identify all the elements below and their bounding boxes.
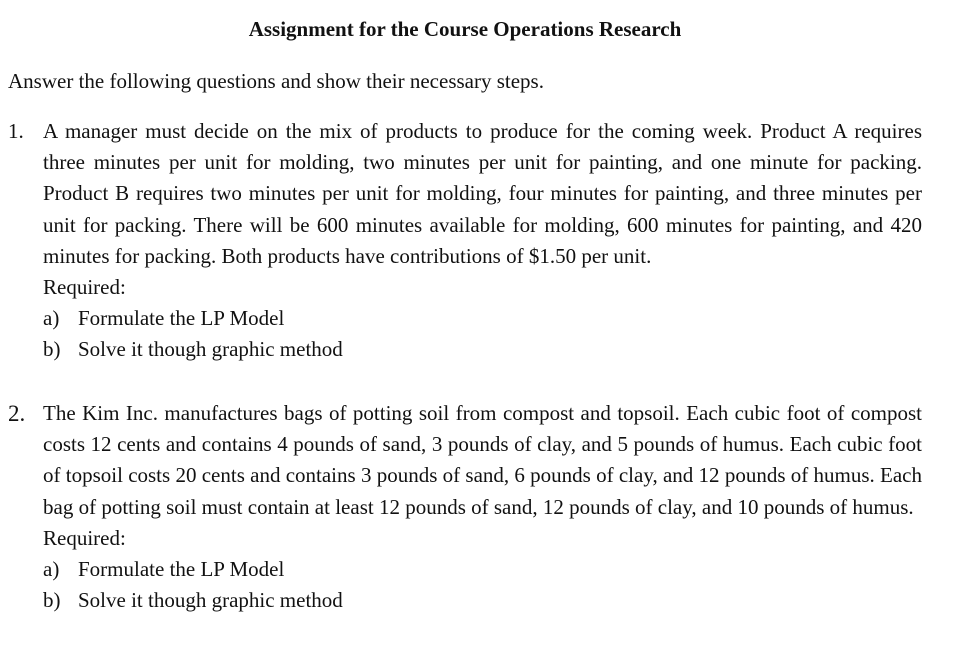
required-label: Required: <box>43 525 126 550</box>
question-2 <box>8 398 923 616</box>
sub-question-a <box>43 303 922 334</box>
question-body <box>43 116 922 365</box>
sub-question-b <box>43 585 922 616</box>
sub-question-text: Formulate the LP Model <box>78 556 285 581</box>
sub-question-label: b) <box>43 587 61 612</box>
sub-question-text: Solve it though graphic method <box>78 587 343 612</box>
sub-question-b <box>43 334 922 365</box>
sub-question-text: Solve it though graphic method <box>78 337 343 362</box>
question-text: The Kim Inc. manufactures bags of potting soil from compost and topsoil. Each cubic foot of compost costs 12 cents and contains 4 pounds of sand, 3 pounds of clay, and 5 pounds of humus. Each cubic foot of topsoil costs 20 cents and contains 3 pounds of sand, 6 pounds of clay, and 12 pounds of humus. Each bag of potting soil must contain at least 12 pounds of sand, 12 pounds of clay, and 10 pounds of humus. <box>43 401 922 519</box>
question-1 <box>8 116 923 365</box>
sub-question-label: a) <box>43 306 60 331</box>
question-body <box>43 398 922 616</box>
question-text: A manager must decide on the mix of products to produce for the coming week. Product A requires three minutes per unit for molding, two minutes per unit for painting, and one minute for packing. Product B requires two minutes per unit for molding, four minutes for painting, and three minutes per unit for packing. There will be 600 minutes available for molding, 600 minutes for painting, and 420 minutes for packing. Both products have contributions of $1.50 per unit. <box>43 119 922 268</box>
question-number: 1. <box>8 119 24 143</box>
question-number: 2. <box>8 401 26 426</box>
required-label: Required: <box>43 275 126 300</box>
sub-question-label: a) <box>43 556 60 581</box>
sub-question-a <box>43 554 922 585</box>
sub-question-text: Formulate the LP Model <box>78 306 285 331</box>
document-title: Assignment for the Course Operations Research <box>248 17 682 41</box>
instructions: Answer the following questions and show their necessary steps. <box>8 69 544 93</box>
sub-question-label: b) <box>43 337 61 362</box>
